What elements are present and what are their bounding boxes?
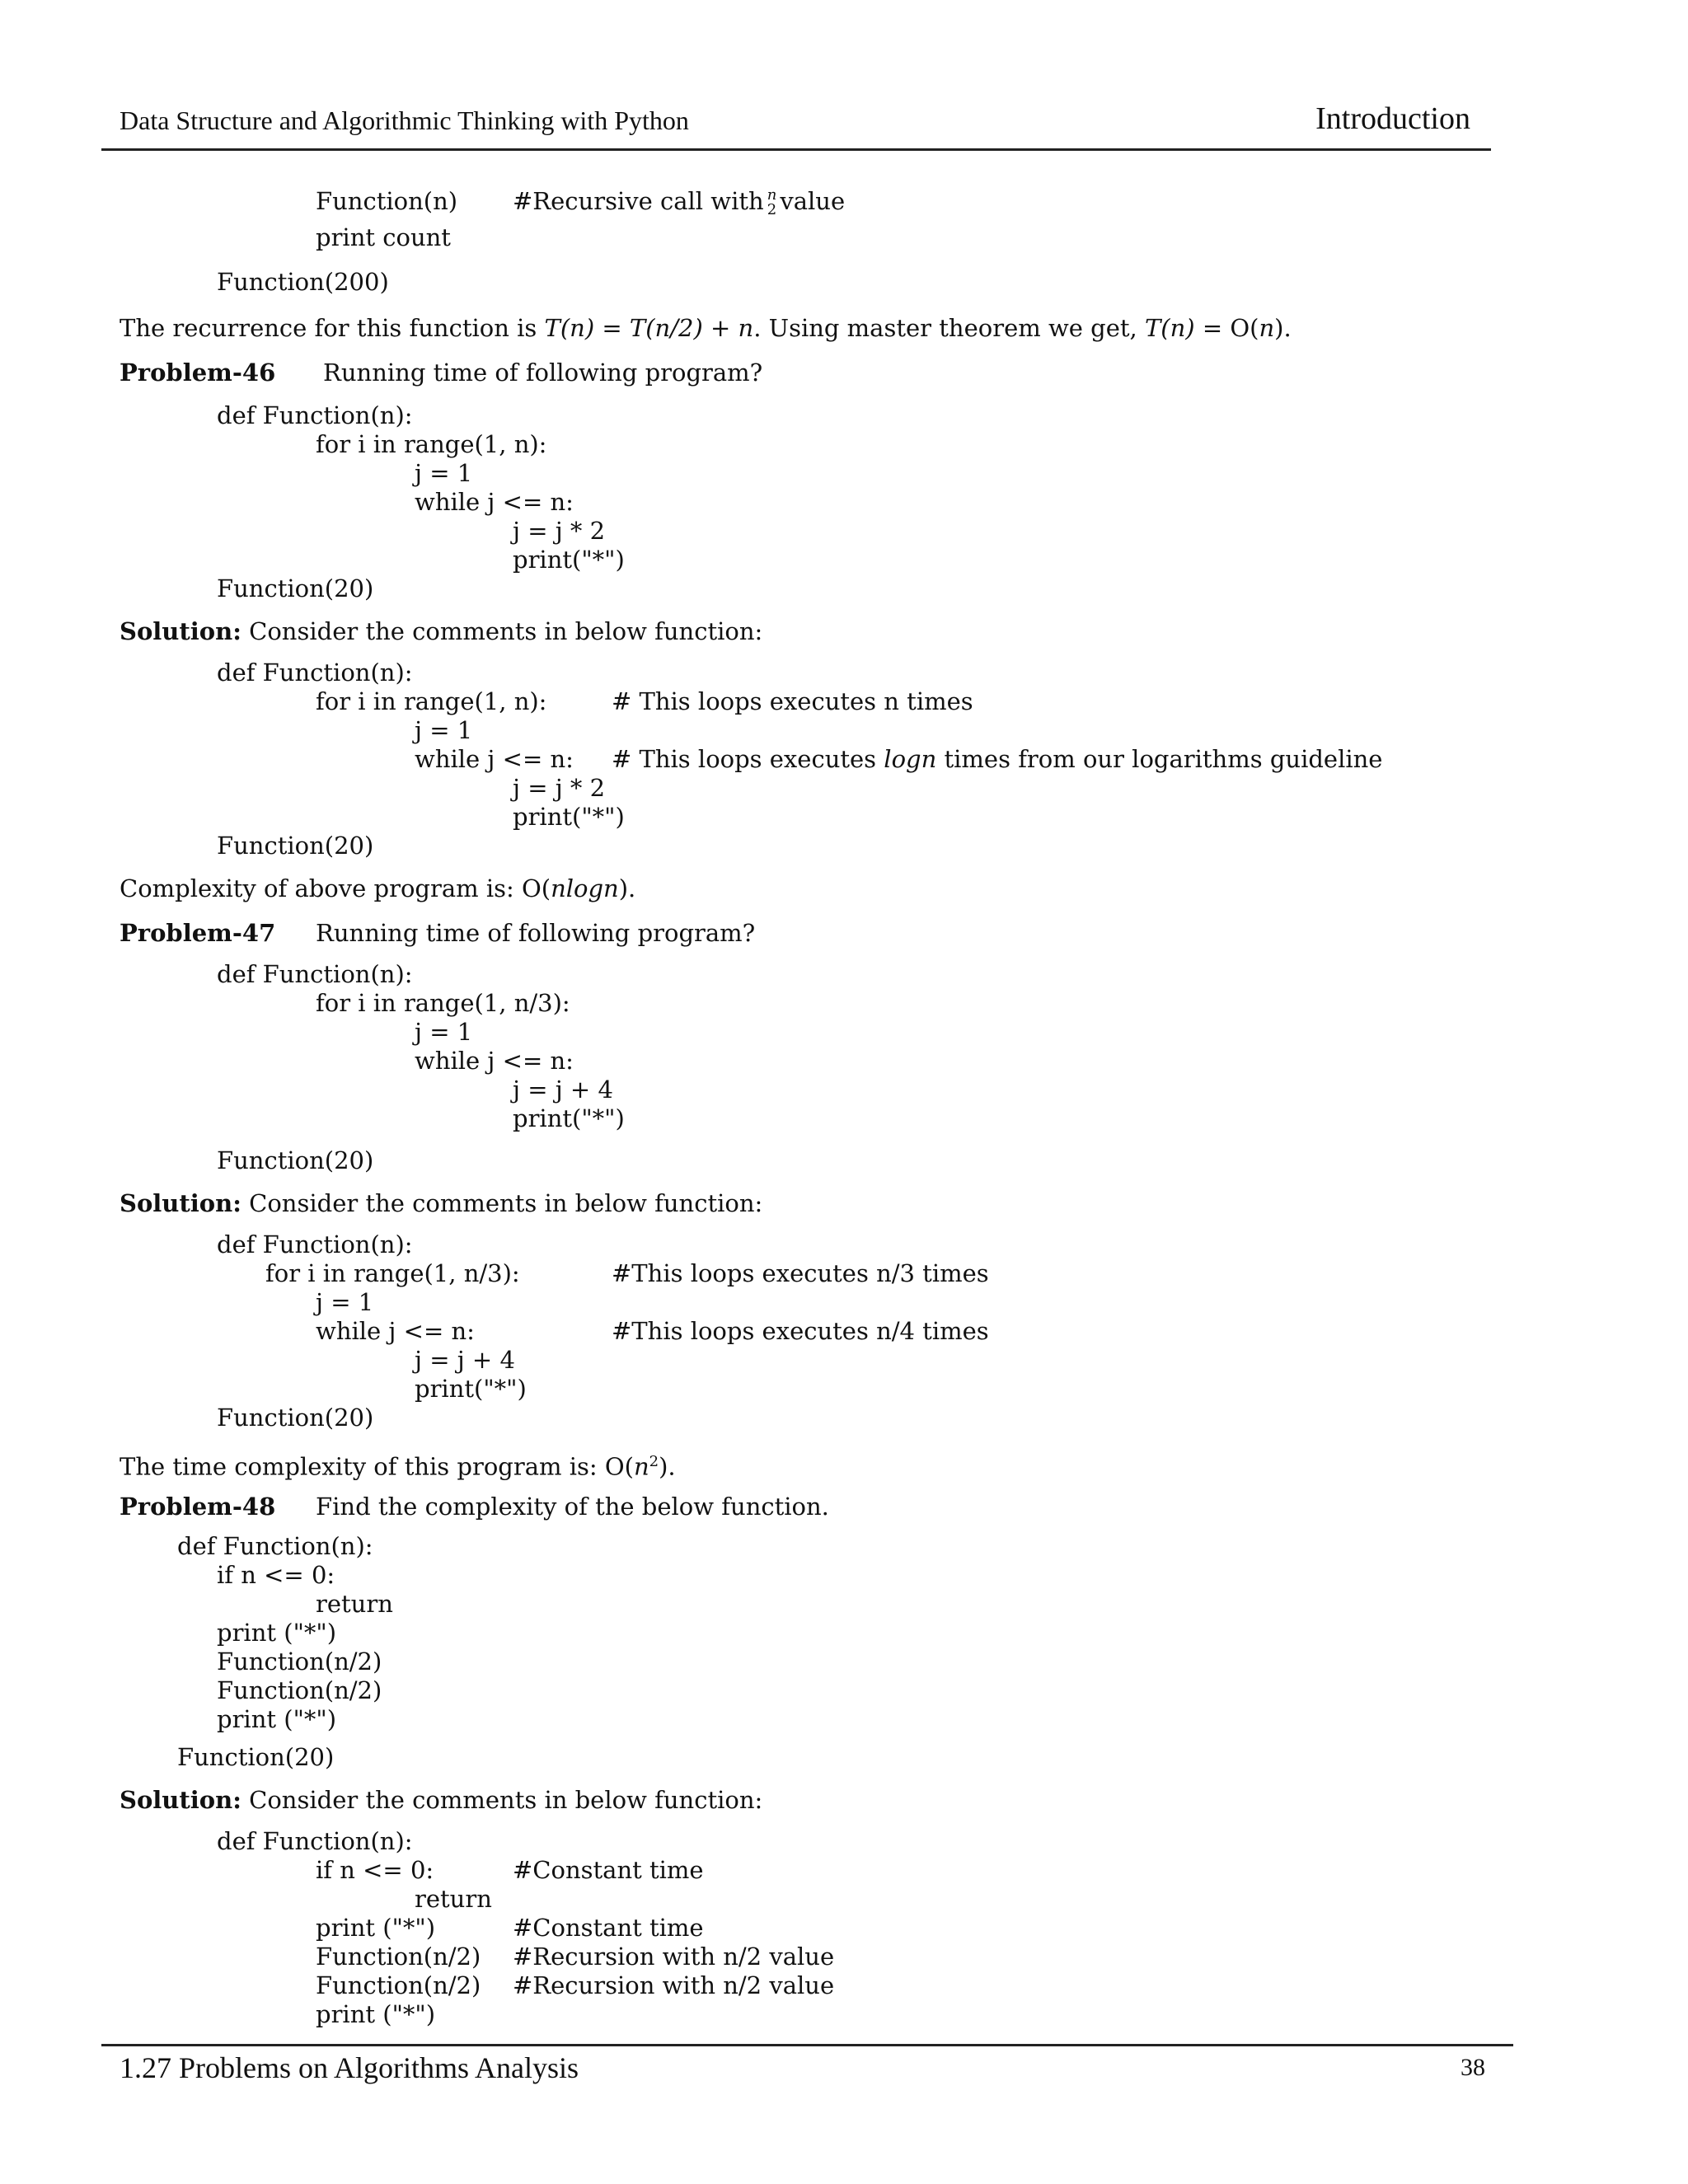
code-line: Function(20) — [217, 832, 374, 860]
code-line: return — [415, 1885, 492, 1913]
code-line: def Function(n): — [217, 401, 413, 429]
code-comment: # This loops executes logn times from our logarithms guideline — [612, 745, 1383, 773]
problem-question: Running time of following program? — [323, 359, 763, 387]
solution-text: Solution: Consider the comments in below function: — [120, 1786, 763, 1814]
code-line: for i in range(1, n): — [316, 430, 547, 458]
solution-text: Solution: Consider the comments in below function: — [120, 617, 763, 645]
code-comment: #Recursion with n/2 value — [513, 1971, 835, 1999]
code-line: Function(n/2) — [316, 1971, 481, 1999]
code-line: def Function(n): — [217, 658, 413, 687]
problem-question: Find the complexity of the below function. — [316, 1493, 829, 1521]
code-comment: #Recursion with n/2 value — [513, 1943, 835, 1971]
code-line: j = 1 — [415, 459, 473, 487]
complexity-text: Complexity of above program is: O(nlogn). — [120, 874, 636, 902]
code-line: print ("*") — [217, 1705, 337, 1733]
code-comment: #This loops executes n/4 times — [612, 1317, 989, 1345]
header-rule — [101, 148, 1491, 151]
problem-label: Problem-47 — [120, 919, 276, 947]
code-line: Function(20) — [177, 1743, 335, 1771]
code-line: Function(n) — [316, 187, 458, 215]
code-line: j = j + 4 — [513, 1076, 613, 1104]
running-header-title: Data Structure and Algorithmic Thinking with Python — [120, 105, 689, 135]
code-line: print ("*") — [316, 1914, 436, 1942]
fraction: n 2 — [767, 186, 777, 218]
code-comment: #Recursive call with n 2 value — [513, 186, 846, 218]
code-line: Function(n/2) — [316, 1943, 481, 1971]
code-line: Function(20) — [217, 1146, 374, 1174]
code-line: print("*") — [415, 1375, 527, 1403]
code-line: Function(200) — [217, 268, 389, 296]
code-line: return — [316, 1590, 393, 1618]
problem-label: Problem-48 — [120, 1493, 276, 1521]
code-line: j = 1 — [415, 716, 473, 744]
complexity-text: The time complexity of this program is: $O(n^2)$. — [120, 1452, 676, 1481]
recurrence-text: The recurrence for this function is T(n) = T(n/2) + n. Using master theorem we get, T(n) = O(n). — [120, 314, 1292, 342]
code-line: j = 1 — [415, 1018, 473, 1046]
code-line: Function(20) — [217, 1404, 374, 1432]
code-comment: # This loops executes n times — [612, 687, 973, 715]
problem-question: Running time of following program? — [316, 919, 756, 947]
code-line: if n <= 0: — [316, 1856, 434, 1884]
code-comment: #This loops executes n/3 times — [612, 1259, 989, 1287]
code-line: print ("*") — [316, 2000, 436, 2028]
code-line: while j <= n: — [415, 488, 574, 516]
code-line: j = j * 2 — [513, 517, 606, 545]
code-line: while j <= n: — [415, 1047, 574, 1075]
code-line: def Function(n): — [217, 960, 413, 988]
solution-text: Solution: Consider the comments in below function: — [120, 1189, 763, 1217]
code-line: Function(n/2) — [217, 1676, 382, 1704]
code-line: for i in range(1, n/3): — [265, 1259, 520, 1287]
code-line: def Function(n): — [177, 1532, 373, 1560]
code-line: j = 1 — [316, 1288, 374, 1316]
code-line: print ("*") — [217, 1619, 337, 1647]
code-comment: #Constant time — [513, 1914, 704, 1942]
code-line: if n <= 0: — [217, 1561, 335, 1589]
code-comment: #Constant time — [513, 1856, 704, 1884]
code-line: for i in range(1, n): — [316, 687, 547, 715]
code-line: print count — [316, 223, 451, 251]
footer-section: 1.27 Problems on Algorithms Analysis — [120, 2051, 579, 2084]
footer-rule — [101, 2044, 1513, 2046]
code-line: print("*") — [513, 546, 625, 574]
code-line: def Function(n): — [217, 1827, 413, 1855]
code-line: def Function(n): — [217, 1230, 413, 1258]
code-line: while j <= n: — [316, 1317, 475, 1345]
code-line: Function(20) — [217, 574, 374, 602]
problem-label: Problem-46 — [120, 359, 276, 387]
code-line: j = j + 4 — [415, 1346, 515, 1374]
page-number: 38 — [1461, 2054, 1485, 2081]
code-line: for i in range(1, n/3): — [316, 989, 570, 1017]
code-line: Function(n/2) — [217, 1647, 382, 1675]
code-line: while j <= n: — [415, 745, 574, 773]
running-header-chapter: Introduction — [1315, 101, 1470, 136]
code-line: print("*") — [513, 1104, 625, 1132]
code-line: j = j * 2 — [513, 774, 606, 802]
code-line: print("*") — [513, 803, 625, 831]
